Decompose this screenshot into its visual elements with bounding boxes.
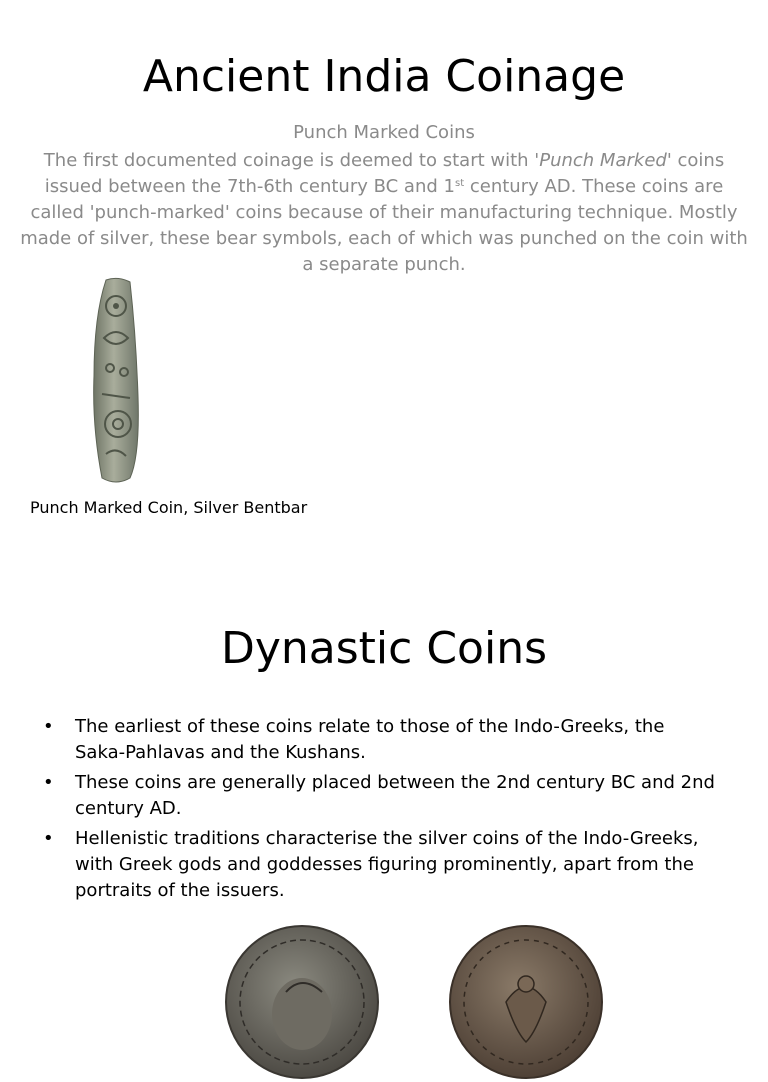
- bullet-dot: •: [43, 716, 54, 737]
- list-item: [40, 714, 720, 766]
- intro-text-2: ' coins issued between the 7th-6th century BC and 1: [44, 150, 725, 197]
- bullet-list: [40, 714, 720, 908]
- intro-text-1: The first documented coinage is deemed to start with ': [43, 150, 540, 171]
- indo-greek-coin-reverse-image: [446, 922, 606, 1082]
- intro-superscript: st: [454, 178, 465, 189]
- bullet-dot: •: [43, 828, 54, 849]
- section-title: Dynastic Coins: [220, 623, 548, 674]
- bullet-dot: •: [43, 772, 54, 793]
- list-item: [40, 770, 720, 822]
- indo-greek-coin-obverse-image: [222, 922, 382, 1082]
- bullet-text: Hellenistic traditions characterise the silver coins of the Indo-Greeks, with Greek gods and goddesses figuring prominently, apart from the portraits of the issuers.: [75, 828, 699, 901]
- bullet-text: These coins are generally placed between the 2nd century BC and 2nd century AD.: [75, 772, 715, 819]
- intro-paragraph: [20, 148, 748, 278]
- bentbar-coin-image: [86, 276, 146, 484]
- slide-title: Ancient India Coinage: [142, 51, 626, 102]
- slide-subtitle: Punch Marked Coins: [293, 122, 475, 143]
- bullet-text: The earliest of these coins relate to those of the Indo-Greeks, the Saka-Pahlavas and the Kushans.: [75, 716, 665, 763]
- list-item: [40, 826, 720, 904]
- intro-italic: Punch Marked: [539, 150, 667, 171]
- intro-text-3: century AD. These coins are called 'punch-marked' coins because of their manufacturing technique. Mostly made of silver, these bear symbols, each of which was punched on the coin with a separate punch.: [20, 176, 748, 275]
- coin-caption: Punch Marked Coin, Silver Bentbar: [30, 498, 308, 517]
